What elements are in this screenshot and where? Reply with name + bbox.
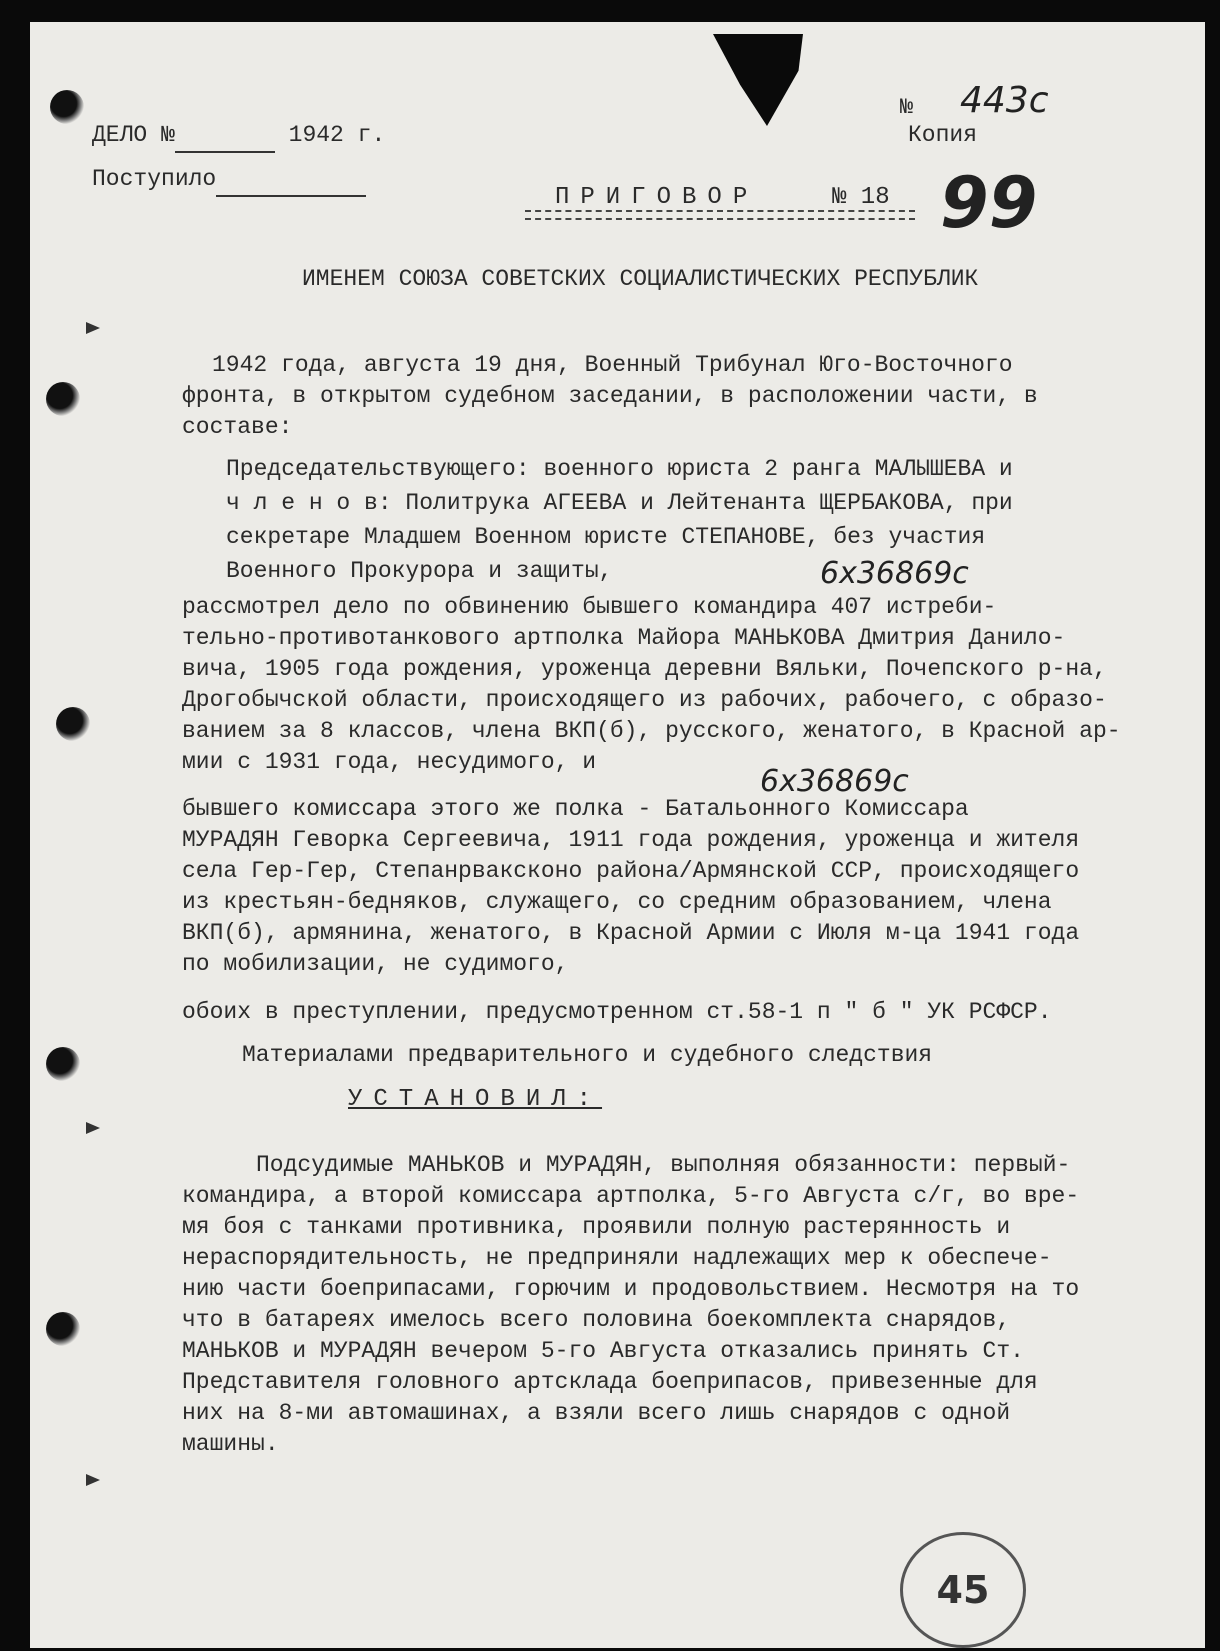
findings-line: мя боя с танками противника, проявили полную растерянность и (182, 1214, 1011, 1240)
received-line (92, 164, 366, 197)
case-line: МУРАДЯН Геворка Сергеевича, 1911 года рождения, уроженца и жителя (182, 827, 1080, 853)
binding-mark (86, 1474, 100, 1486)
handwritten-annotation: 6х36869с (820, 556, 969, 591)
composition-line: секретаре Младшем Военном юристе СТЕПАНОВЕ, без участия (226, 524, 986, 550)
document-page (30, 22, 1205, 1648)
preamble: ИМЕНЕМ СОЮЗА СОВЕТСКИХ СОЦИАЛИСТИЧЕСКИХ РЕСПУБЛИК (302, 266, 979, 292)
handwritten-annotation: 6х36869с (760, 764, 909, 799)
case-line: рассмотрел дело по обвинению бывшего командира 407 истреби- (182, 594, 997, 620)
punch-hole (50, 90, 84, 124)
title-underline (525, 210, 915, 220)
findings-line: командира, а второй комиссара артполка, 5-го Августа с/г, во вре- (182, 1183, 1080, 1209)
established-heading: УСТАНОВИЛ: (348, 1086, 603, 1113)
findings-line: них на 8-ми автомашинах, а взяли всего лишь снарядов с одной (182, 1400, 1011, 1426)
archive-prefix: № (900, 95, 914, 120)
findings-line: Представителя головного артсклада боеприпасов, привезенные для (182, 1369, 1038, 1395)
intro-line: 1942 года, августа 19 дня, Военный Трибунал Юго-Восточного (212, 352, 1013, 378)
findings-line: машины. (182, 1431, 279, 1457)
torn-corner (713, 34, 803, 126)
findings-line: что в батареях имелось всего половина боекомплекта снарядов, (182, 1307, 1011, 1333)
punch-hole (56, 707, 90, 741)
archive-stamp: 45 (900, 1532, 1026, 1648)
punch-hole (46, 1047, 80, 1081)
title-number: № 18 (832, 184, 890, 211)
case-line: села Гер-Гер, Степанрваксконо района/Армянской ССР, происходящего (182, 858, 1080, 884)
punch-hole (46, 382, 80, 416)
copy-label: Копия (908, 122, 978, 148)
year: 1942 г. (288, 122, 386, 148)
binding-mark (86, 322, 100, 334)
delo-line (92, 120, 385, 153)
case-line: бывшего комиссара этого же полка - Батальонного Комиссара (182, 796, 969, 822)
findings-line: МАНЬКОВ и МУРАДЯН вечером 5-го Августа отказались принять Ст. (182, 1338, 1024, 1364)
received-label: Поступило (92, 166, 217, 192)
case-line: мии с 1931 года, несудимого, и (182, 749, 597, 775)
investigation-line: Материалами предварительного и судебного следствия (242, 1042, 933, 1068)
intro-line: фронта, в открытом судебном заседании, в расположении части, в (182, 383, 1038, 409)
findings-line: Подсудимые МАНЬКОВ и МУРАДЯН, выполняя обязанности: первый- (256, 1152, 1071, 1178)
case-line: по мобилизации, не судимого, (182, 951, 569, 977)
composition-line: ч л е н о в: Политрука АГЕЕВА и Лейтенанта ЩЕРБАКОВА, при (226, 490, 1013, 516)
intro-line: составе: (182, 414, 293, 440)
case-line: ванием за 8 классов, члена ВКП(б), русского, женатого, в Красной ар- (182, 718, 1121, 744)
findings-line: нераспорядительность, не предприняли надлежащих мер к обеспече- (182, 1245, 1052, 1271)
case-line: тельно-противотанкового артполка Майора МАНЬКОВА Дмитрия Данило- (182, 625, 1066, 651)
case-line: ВКП(б), армянина, женатого, в Красной Армии с Июля м-ца 1941 года (182, 920, 1080, 946)
composition-line: Военного Прокурора и защиты, (226, 558, 613, 584)
composition-line: Председательствующего: военного юриста 2 ранга МАЛЫШЕВА и (226, 456, 1013, 482)
binding-mark (86, 1122, 100, 1134)
delo-label: ДЕЛО № (92, 122, 175, 148)
charge-line: обоих в преступлении, предусмотренном ст.58-1 п " б " УК РСФСР. (182, 999, 1052, 1025)
sheet-number: 99 (940, 162, 1038, 244)
punch-hole (46, 1312, 80, 1346)
case-line: из крестьян-бедняков, служащего, со средним образованием, члена (182, 889, 1052, 915)
title-word: ПРИГОВОР (555, 184, 759, 211)
case-line: вича, 1905 года рождения, уроженца деревни Вяльки, Почепского р-на, (182, 656, 1107, 682)
case-line: Дрогобычской области, происходящего из рабочих, рабочего, с образо- (182, 687, 1107, 713)
findings-line: нию части боеприпасами, горючим и продовольствием. Несмотря на то (182, 1276, 1080, 1302)
archive-number: 443с (960, 80, 1049, 121)
document-title (555, 182, 758, 213)
